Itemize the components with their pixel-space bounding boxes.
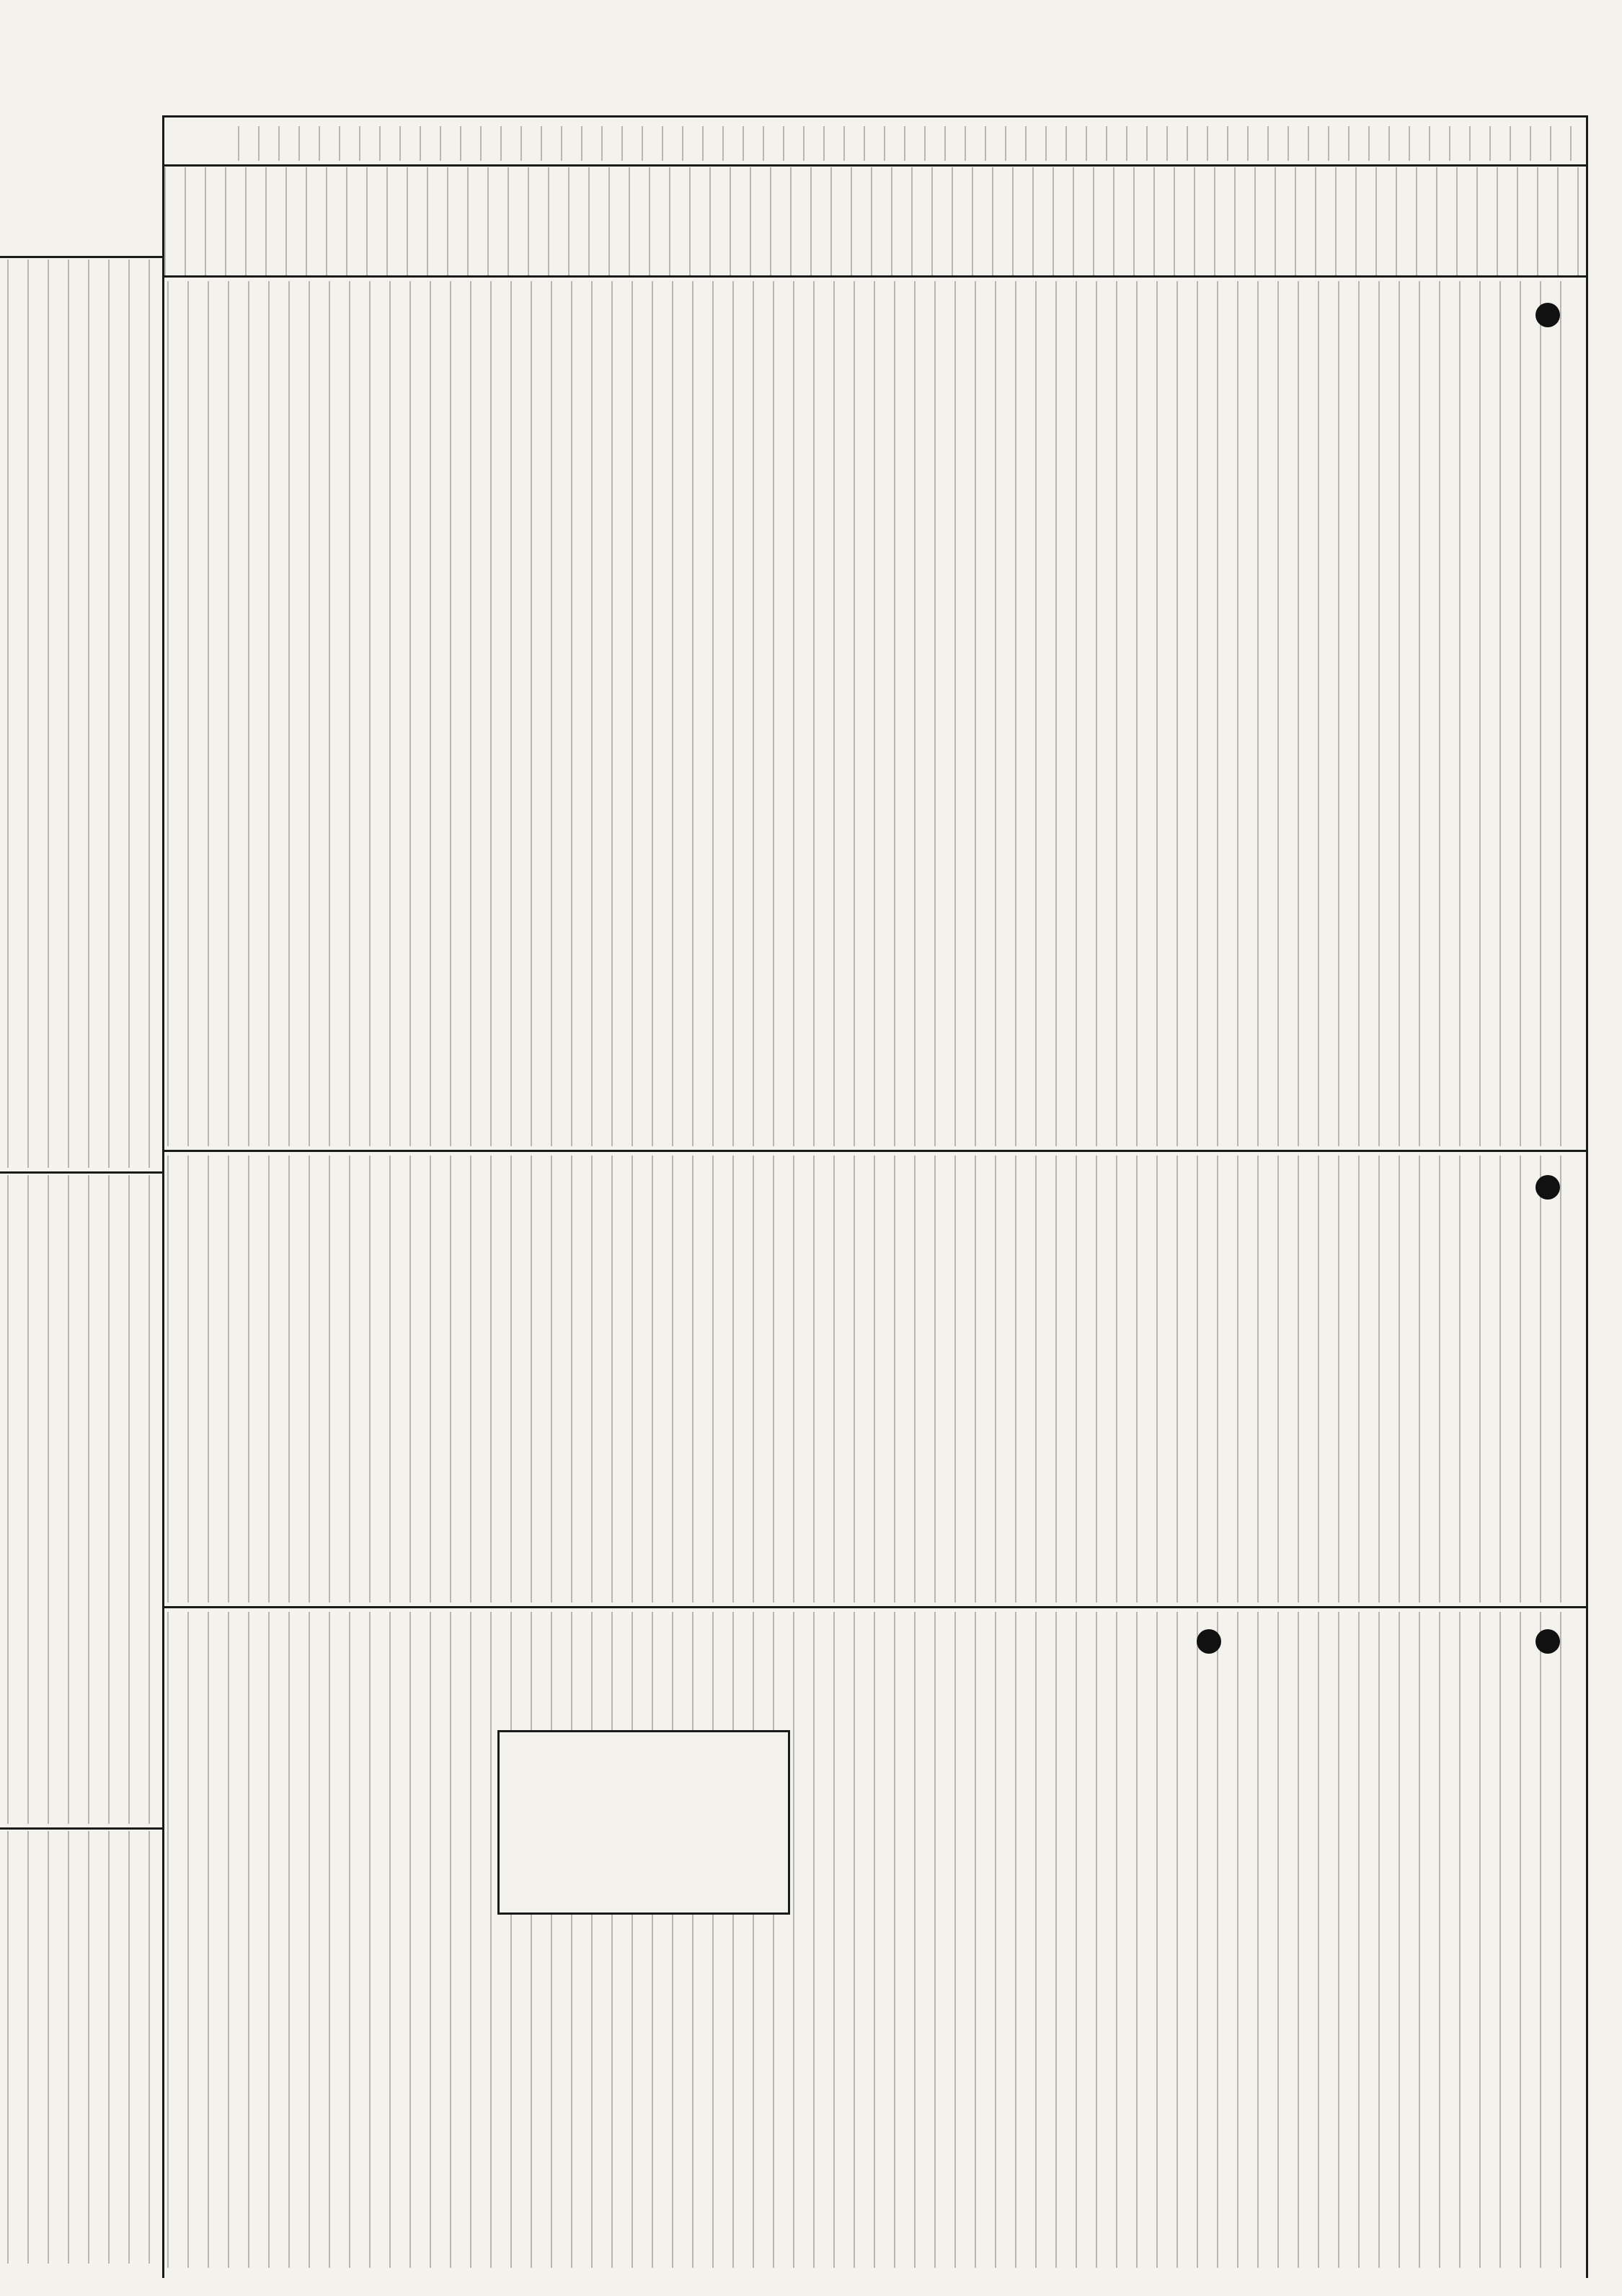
left-ad-rule-1 <box>0 1171 164 1174</box>
left-ad-bottom <box>7 1831 162 2264</box>
middle-band-rule <box>164 1606 1586 1608</box>
advert-banner <box>164 167 1586 275</box>
lower-band <box>167 1612 1580 2268</box>
banner-rule <box>164 275 1586 278</box>
bullet-marker <box>1535 1175 1560 1200</box>
page-border-top <box>162 115 1588 118</box>
bullet-marker <box>1197 1629 1221 1654</box>
page-border-right <box>1586 115 1588 2278</box>
page-border-left <box>162 115 164 2278</box>
upper-band <box>167 281 1580 1146</box>
left-column-rule <box>0 256 164 258</box>
bullet-marker <box>1535 303 1560 327</box>
schedule-box <box>497 1730 790 1915</box>
upper-band-rule <box>164 1150 1586 1152</box>
left-ad-rule-2 <box>0 1827 164 1830</box>
page-number <box>1528 2271 1600 2292</box>
left-ad-top <box>7 260 162 1168</box>
bullet-marker <box>1535 1629 1560 1654</box>
left-ad-middle <box>7 1175 162 1824</box>
middle-band <box>167 1156 1580 1603</box>
masthead-strip <box>238 126 1575 161</box>
masthead-rule <box>164 164 1586 167</box>
